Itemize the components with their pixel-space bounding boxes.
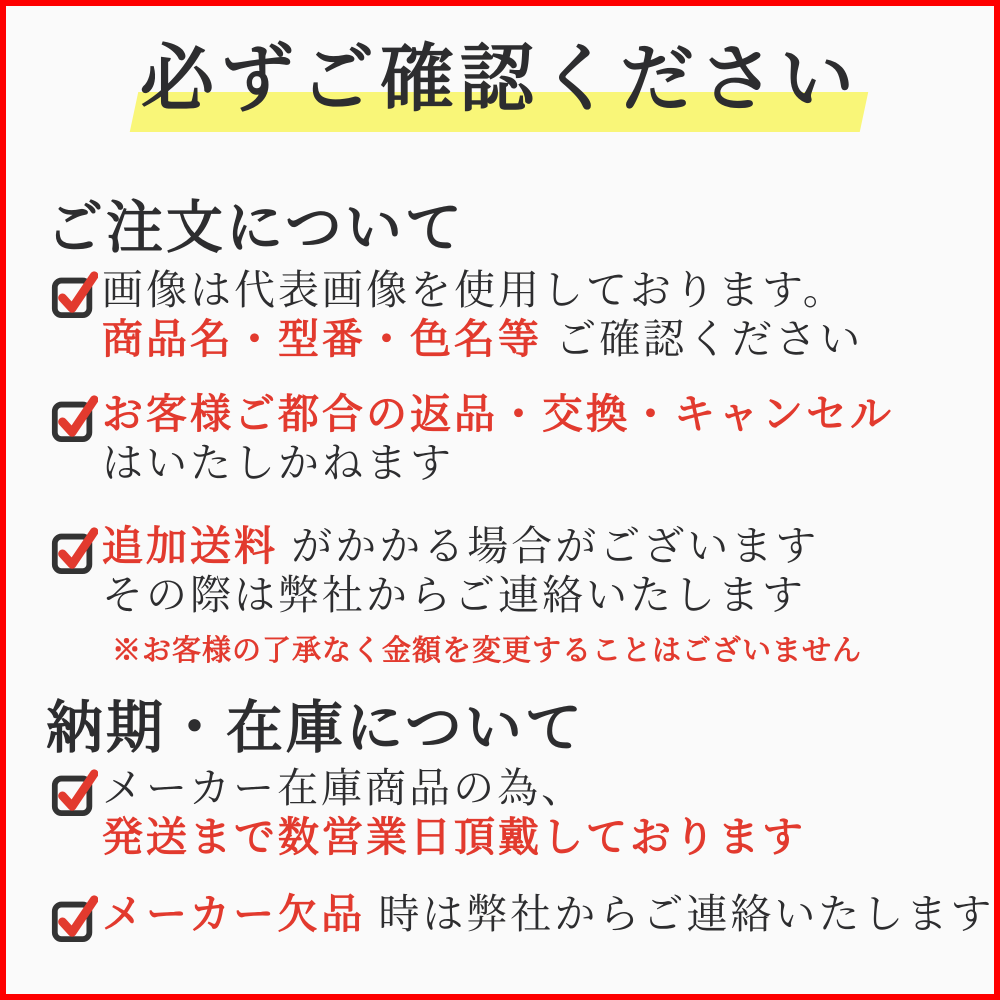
checked-checkbox-icon (50, 766, 98, 818)
item-line (102, 813, 806, 862)
item-text-segment: がかかる場合がございます (291, 523, 820, 569)
checked-checkbox-icon (50, 892, 98, 944)
fine-print-note: ※お客様の了承なく金額を変更することはございません (112, 635, 863, 668)
list-item-maker-stock (50, 764, 806, 862)
list-item-returns (50, 390, 894, 488)
checked-checkbox-icon (50, 268, 98, 320)
item-line (102, 764, 806, 813)
list-item-maker-shortage (50, 890, 994, 944)
item-text-segment: 画像は代表画像を使用しております。 (102, 267, 847, 313)
page-title-block (6, 34, 994, 154)
checked-checkbox-icon (50, 524, 98, 576)
item-text (102, 764, 806, 862)
item-line (102, 522, 862, 571)
item-line (102, 266, 863, 315)
checked-checkbox-icon (50, 392, 98, 444)
list-item-representative-image (50, 266, 863, 364)
item-line (102, 439, 894, 488)
section-heading-stock: 納期・在庫について (46, 697, 585, 760)
item-text-segment: 商品名・型番・色名等 (102, 316, 542, 363)
item-text-segment: お客様ご都合の返品・交換・キャンセル (102, 391, 894, 437)
item-text-segment: ご確認ください (555, 316, 864, 363)
item-text (102, 266, 863, 364)
item-text-segment: その際は弊社からご連絡いたします (102, 572, 806, 619)
section-heading-order: ご注文について (46, 197, 465, 260)
list-item-extra-shipping (50, 522, 862, 669)
item-text (102, 390, 894, 488)
item-line (102, 390, 894, 439)
item-line (102, 890, 994, 939)
item-text-segment: はいたしかねます (102, 440, 454, 487)
page-title: 必ずご確認ください (140, 39, 860, 121)
item-text-segment: 時は弊社からご連絡いたします (378, 891, 995, 937)
item-line (102, 315, 863, 364)
item-text-segment: 追加送料 (102, 523, 278, 569)
item-text-segment: メーカー欠品 (102, 891, 366, 937)
item-line (102, 571, 862, 620)
item-text-segment: メーカー在庫商品の為、 (102, 765, 586, 811)
item-text-segment: 発送まで数営業日頂戴しております (102, 814, 806, 861)
item-text (102, 522, 862, 669)
item-text (102, 890, 994, 939)
